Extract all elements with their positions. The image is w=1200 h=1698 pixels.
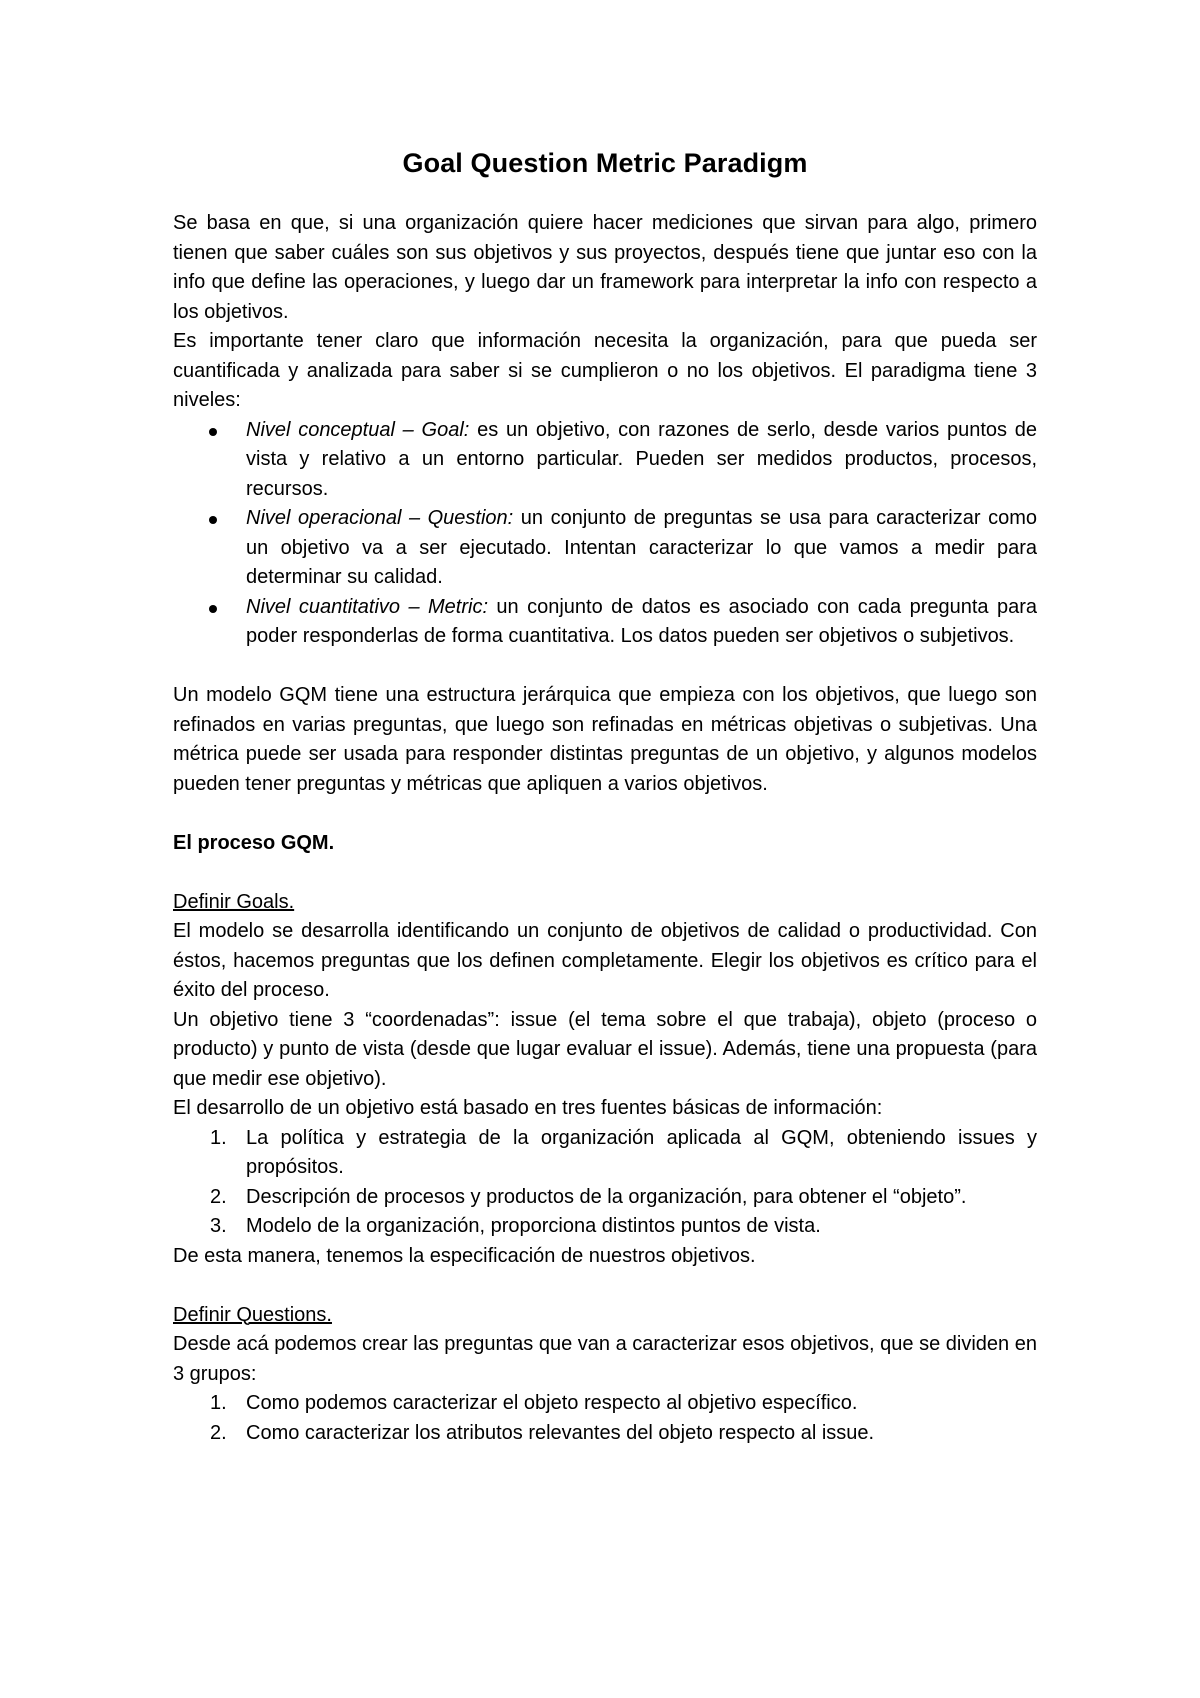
list-number: 1. [210,1126,227,1149]
list-text: Modelo de la organización, proporciona distintos puntos de vista. [246,1215,821,1237]
sources-list [173,1124,1037,1242]
intro-paragraph-1: Se basa en que, si una organización quiere hacer mediciones que sirvan para algo, primero tienen que saber cuáles son sus objetivos y sus proyectos, después tiene que juntar eso con la info que define las operaciones, y luego dar un framework para interpretar la info con respecto a los objetivos. [173,212,1037,323]
list-text: Descripción de procesos y productos de la organización, para obtener el “objeto”. [246,1185,967,1208]
list-text: Como podemos caracterizar el objeto respecto al objetivo específico. [246,1392,858,1414]
list-number: 1. [210,1392,227,1414]
intro-paragraph-2: Es importante tener claro que información necesita la organización, para que pueda ser cuantificada y analizada para saber si se cumplieron o no los objetivos. El paradigma tiene 3 niveles: [173,330,1037,411]
goals-heading: Definir Goals. [173,890,295,913]
list-item [210,1183,1037,1213]
goals-paragraph-3: El desarrollo de un objetivo está basado en tres fuentes básicas de información: [173,1097,883,1119]
level-item-question [246,504,1037,593]
level-item-goal [246,416,1037,505]
list-item [210,1389,1037,1419]
level-text: es un objetivo, con razones de serlo, desde varios puntos de vista y relativo a un entorno particular. Pueden ser medidos productos, procesos, recursos. [246,418,1038,500]
level-text: un conjunto de datos es asociado con cada pregunta para poder responderlas de forma cuantitativa. Los datos pueden ser objetivos o subjetivos. [246,595,1037,647]
list-text: Como caracterizar los atributos relevantes del objeto respecto al issue. [246,1421,875,1444]
questions-heading: Definir Questions. [173,1303,332,1326]
goals-paragraph-2: Un objetivo tiene 3 “coordenadas”: issue (el tema sobre el que trabaja), objeto (proceso o producto) y punto de vista (desde que lugar evaluar el issue). Además, tiene una propuesta (para que medir ese objetivo). [173,1008,1037,1090]
level-text: un conjunto de preguntas se usa para caracterizar como un objetivo va a ser ejecutado. Intentan caracterizar lo que vamos a medir para determinar su calidad. [246,507,1037,588]
model-paragraph: Un modelo GQM tiene una estructura jerárquica que empieza con los objetivos, que luego son refinados en varias preguntas, que luego son refinadas en métricas objetivas o subjetivas. Una métrica puede ser usada para responder distintas preguntas de un objetivo, y algunos modelos pueden tener preguntas y métricas que apliquen a varios objetivos. [173,684,1037,795]
list-item [210,1212,1037,1242]
level-label: Nivel cuantitativo – Metric: [246,595,488,618]
level-item-metric [246,593,1037,652]
list-number: 2. [210,1185,227,1208]
questions-paragraph-1: Desde acá podemos crear las preguntas que van a caracterizar esos objetivos, que se dividen en 3 grupos: [173,1333,1037,1385]
list-item [210,1124,1037,1183]
level-label: Nivel operacional – Question: [246,507,514,529]
list-number: 3. [210,1215,227,1237]
document-title: Goal Question Metric Paradigm [402,148,808,178]
goals-paragraph-1: El modelo se desarrolla identificando un conjunto de objetivos de calidad o productividad. Con éstos, hacemos preguntas que los definen completamente. Elegir los objetivos es crítico para el éxito del proceso. [173,920,1037,1001]
question-groups-list [173,1389,1037,1448]
list-text: La política y estrategia de la organización aplicada al GQM, obteniendo issues y propósitos. [246,1126,1037,1178]
list-number: 2. [210,1421,227,1444]
level-label: Nivel conceptual – Goal: [246,418,470,441]
levels-list [173,416,1037,652]
list-item [210,1419,1037,1449]
goals-paragraph-4: De esta manera, tenemos la especificación de nuestros objetivos. [173,1244,756,1267]
process-heading: El proceso GQM. [173,831,335,854]
